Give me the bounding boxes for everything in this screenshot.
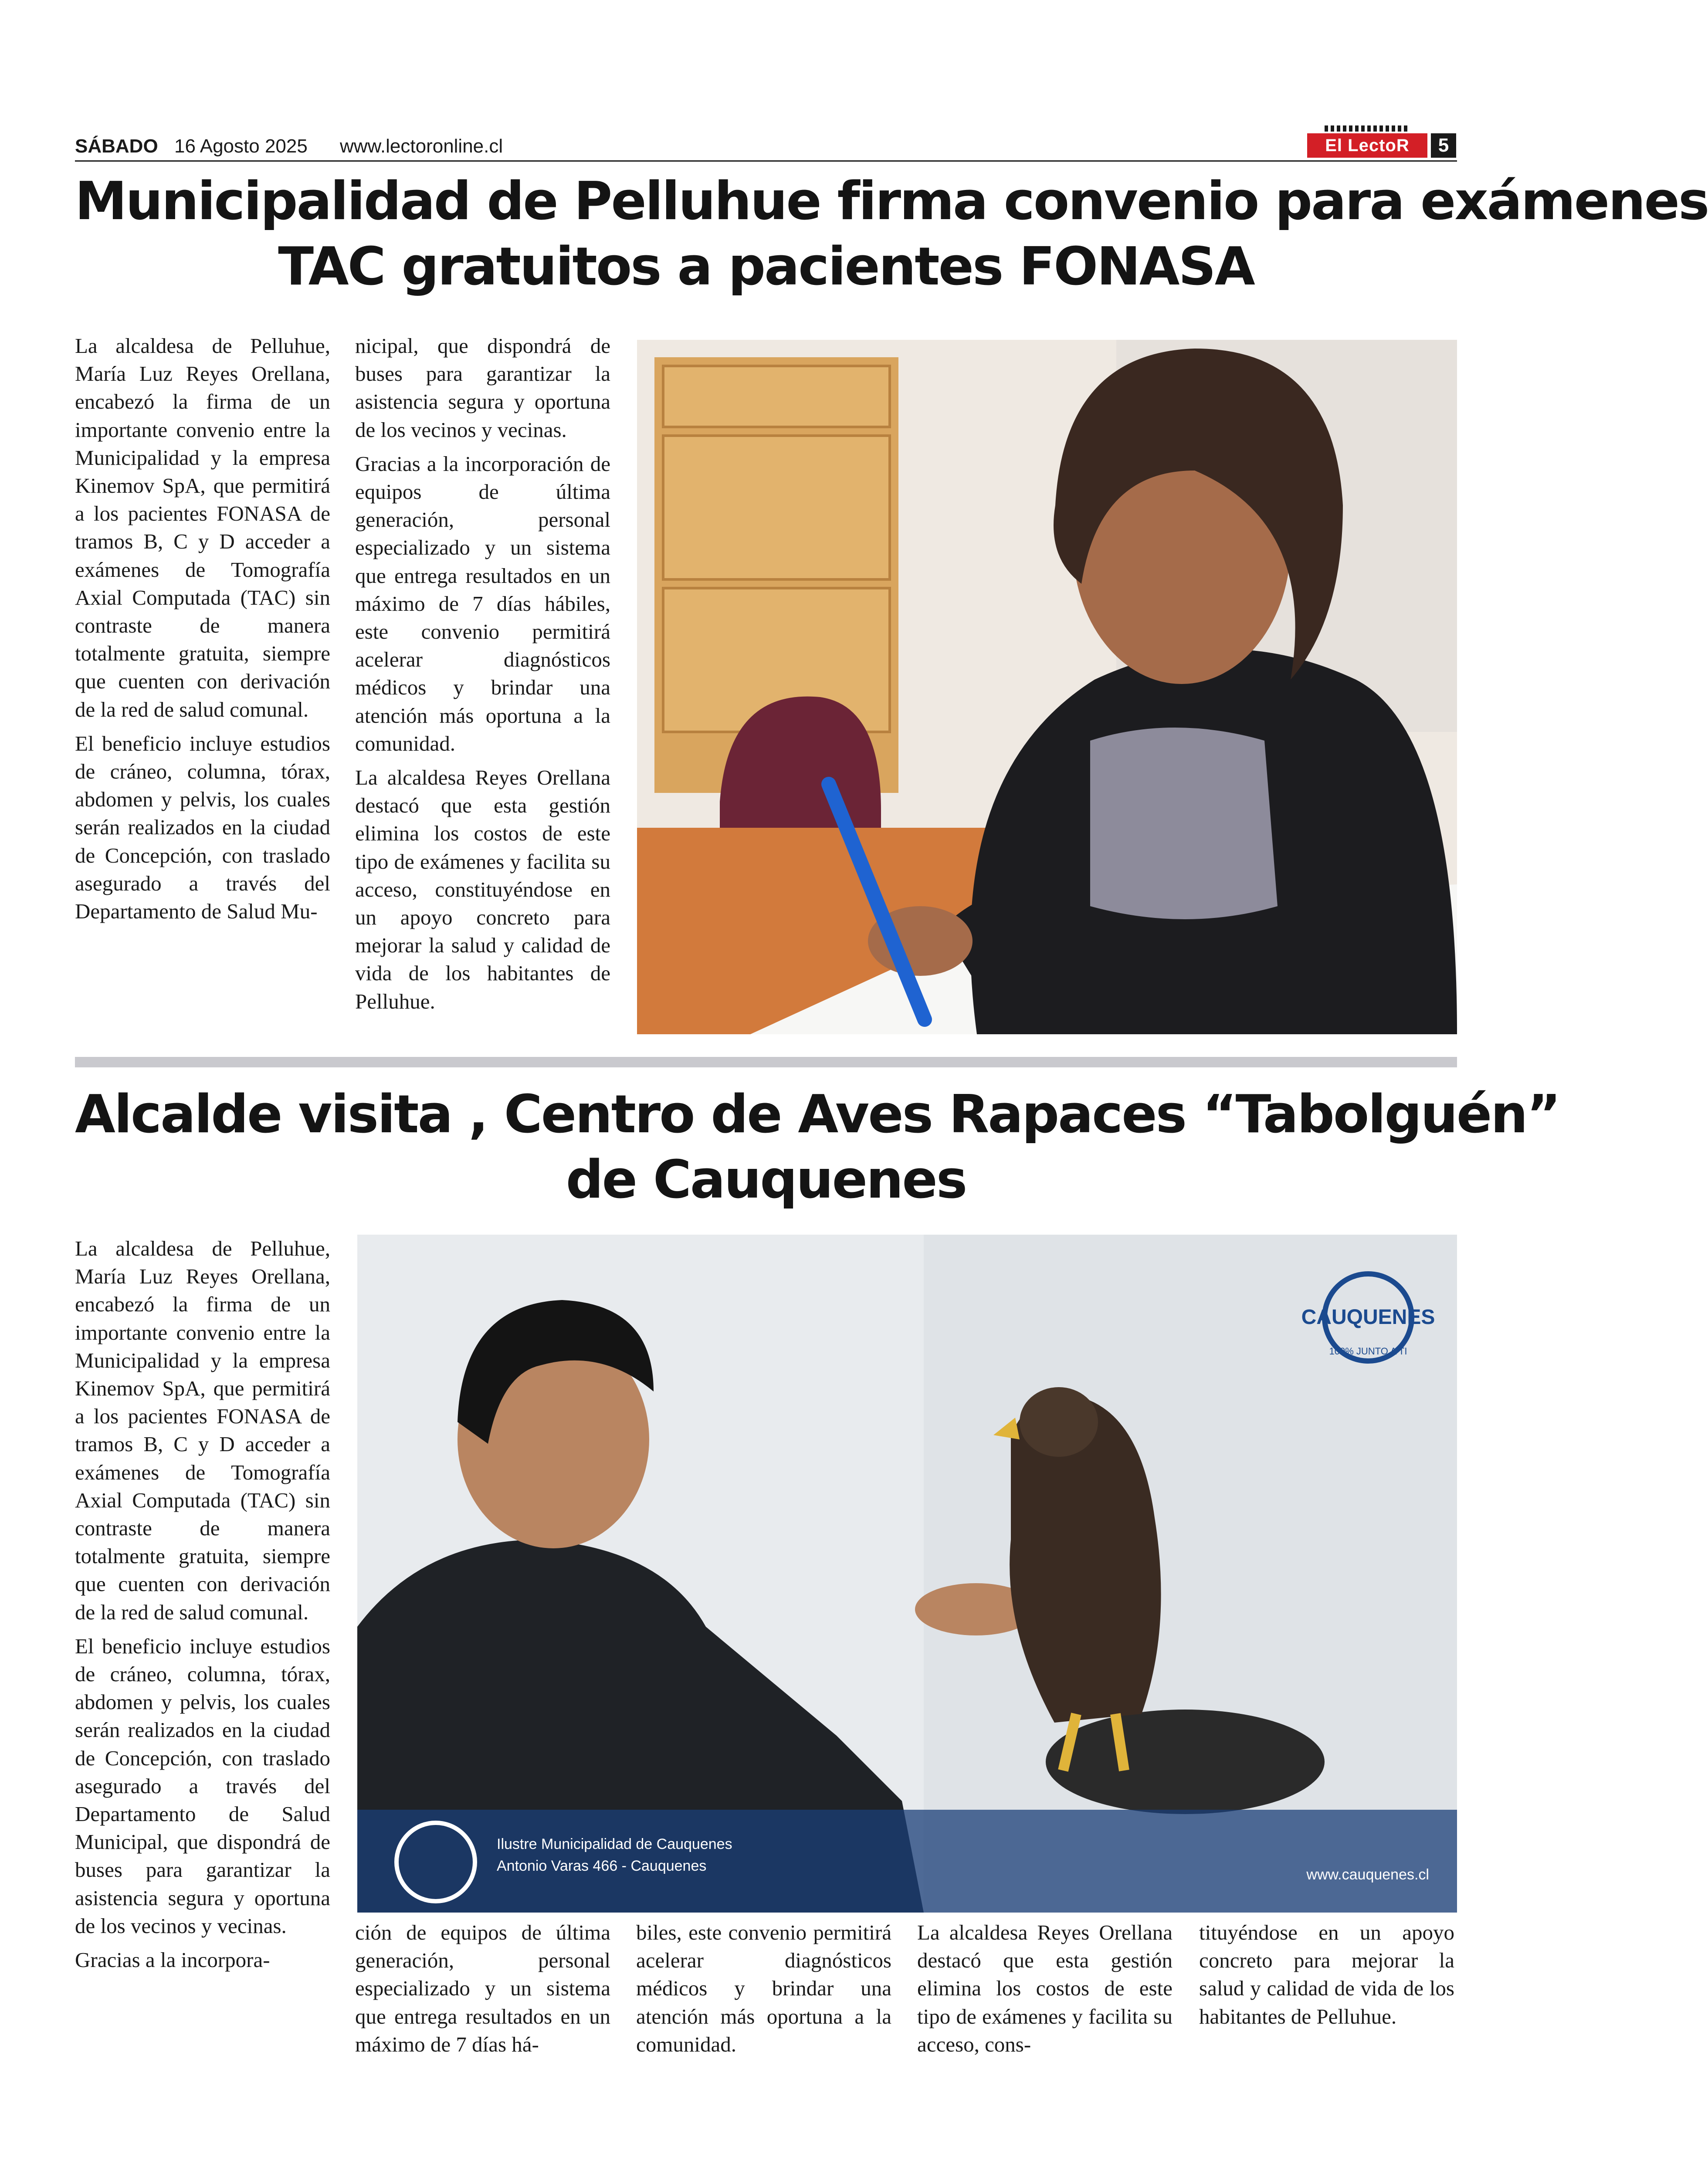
article2-photo [357,1235,1457,1913]
article1-column-1 [75,332,330,925]
article2-paragraph: El beneficio incluye estudios de cráneo, columna, tórax, abdomen y pelvis, los cuales serán realizados en la ciudad de Concepción, con traslado asegurado a través del Departamento de Salud Municipal, que dispondrá de buses para garantizar la asistencia segura y oportuna de los vecinos y vecinas. [75,1634,330,1938]
article1-paragraph: nicipal, que dispondrá de buses para garantizar la asistencia segura y oportuna de los vecinos y vecinas. [355,334,610,442]
article2-headline-line1: Alcalde visita , Centro de Aves Rapaces “Tabolguén” [75,1084,1560,1145]
header-date: 16 Agosto 2025 [174,135,308,157]
article1-photo-illustration [637,340,1457,1034]
section-separator [75,1057,1457,1067]
header-rule [75,160,1457,162]
photo-overlay-municipality-line1: Ilustre Municipalidad de Cauquenes [497,1836,732,1852]
photo-overlay-municipality-line2: Antonio Varas 466 - Cauquenes [497,1858,707,1874]
article1-paragraph: La alcaldesa Reyes Orellana destacó que esta gestión elimina los costos de este tipo de exámenes y facilita su acceso, constituyéndose en un apoyo concreto para mejorar la salud y calidad de vida de los habitantes de Pelluhue. [355,765,610,1013]
article1-headline [75,169,1708,300]
page-number: 5 [1431,133,1456,158]
header-day: SÁBADO [75,135,158,157]
article1-paragraph: El beneficio incluye estudios de cráneo, columna, tórax, abdomen y pelvis, los cuales serán realizados en la ciudad de Concepción, con traslado asegurado a través del Departamento de Salud Mu- [75,731,330,924]
article2-column-3 [636,1919,891,2058]
article2-headline-line2: de Cauquenes [566,1150,966,1210]
article2-column-2 [355,1919,610,2058]
photo-overlay-logo: CAUQUENES [1301,1306,1435,1329]
article2-paragraph: La alcaldesa Reyes Orellana destacó que esta gestión elimina los costos de este tipo de exámenes y facilita su acceso, cons- [917,1920,1173,2056]
article2-headline [75,1082,1560,1213]
article2-column-5 [1199,1919,1454,2031]
article1-paragraph: Gracias a la incorporación de equipos de última generación, personal especializado y un sistema que entrega resultados en un máximo de 7 días hábiles, este convenio permitirá acelerar diagnósticos médicos y brindar una atención más oportuna a la comunidad. [355,451,610,755]
article2-paragraph: Gracias a la incorpora- [75,1948,270,1972]
photo-overlay-website[interactable]: www.cauquenes.cl [1306,1866,1429,1883]
article1-headline-line1: Municipalidad de Pelluhue firma convenio para exámenes [75,171,1708,232]
photo-overlay-logo-tagline: 100% JUNTO A TI [1329,1346,1407,1357]
article1-headline-line2: TAC gratuitos a pacientes FONASA [278,237,1254,297]
article1-photo [637,340,1457,1034]
header-website[interactable]: www.lectoronline.cl [340,135,503,157]
article2-column-4 [917,1919,1173,2058]
article2-paragraph: ción de equipos de última generación, personal especializado y un sistema que entrega resultados en un máximo de 7 días há- [355,1920,610,2056]
article2-paragraph: biles, este convenio permitirá acelerar diagnósticos médicos y brindar una atención más oportuna a la comunidad. [636,1920,891,2056]
article2-column-1 [75,1235,330,1974]
article2-photo-illustration [357,1235,1457,1913]
newspaper-logo: El LectoR [1307,133,1427,158]
article1-column-2 [355,332,610,1016]
article2-paragraph: tituyéndose en un apoyo concreto para mejorar la salud y calidad de vida de los habitantes de Pelluhue. [1199,1920,1454,2028]
brand-decoration [1325,125,1410,132]
article2-paragraph: La alcaldesa de Pelluhue, María Luz Reyes Orellana, encabezó la firma de un importante convenio entre la Municipalidad y la empresa Kinemov SpA, que permitirá a los pacientes FONASA de tramos B, C y D acceder a exámenes de Tomografía Axial Computada (TAC) sin contraste de manera totalmente gratuita, siempre que cuenten con derivación de la red de salud comunal. [75,1236,330,1624]
article1-paragraph: La alcaldesa de Pelluhue, María Luz Reyes Orellana, encabezó la firma de un importante convenio entre la Municipalidad y la empresa Kinemov SpA, que permitirá a los pacientes FONASA de tramos B, C y D acceder a exámenes de Tomografía Axial Computada (TAC) sin contraste de manera totalmente gratuita, siempre que cuenten con derivación de la red de salud comunal. [75,334,330,721]
